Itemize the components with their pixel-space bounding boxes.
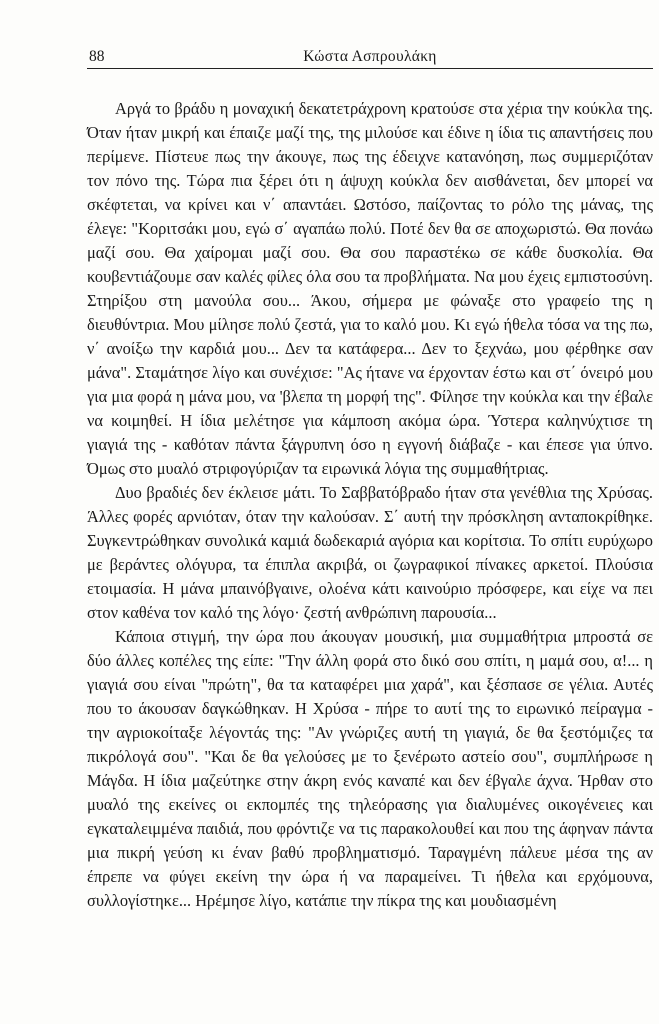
running-title: Κώστα Ασπρουλάκη bbox=[303, 48, 437, 65]
page-number: 88 bbox=[89, 48, 105, 65]
body-text bbox=[87, 97, 653, 913]
paragraph: Αργά το βράδυ η μοναχική δεκατετράχρονη κρατούσε στα χέρια την κούκλα της. Όταν ήταν μικρή και έπαιζε μαζί της, της μιλούσε και έδινε η ίδια τις απαντήσεις που περίμενε. Πίστευε πως την άκουγε, πως της έδειχνε κατανόηση, πως συμμεριζόταν τον πόνο της. Τώρα πια ξέρει ότι η άψυχη κούκλα δεν αισθάνεται, δεν μπορεί να σκέφτεται, να κρίνει και ν΄ απαντάει. Ωστόσο, παίζοντας το ρόλο της μάνας, της έλεγε: "Κοριτσάκι μου, εγώ σ΄ αγαπάω πολύ. Ποτέ δεν θα σε αποχωριστώ. Θα πονάω μαζί σου. Θα χαίρομαι μαζί σου. Θα σου παραστέκω σε κάθε δυσκολία. Θα κουβεντιάζουμε σαν καλές φίλες όλα σου τα προβλήματα. Να μου έχεις εμπιστοσύνη. Στηρίξου στη μανούλα σου... Άκου, σήμερα με φώναξε στο γραφείο της η διευθύντρια. Μου μίλησε πολύ ζεστά, για το καλό μου. Κι εγώ ήθελα τόσα να της πω, ν΄ ανοίξω την καρδιά μου... Δεν τα κατάφερα... Δεν το ξεχνάω, μου φέρθηκε σαν μάνα". Σταμάτησε λίγο και συνέχισε: "Ας ήτανε να έρχονταν έστω και στ΄ όνειρό μου για μια φορά η μάνα μου, να 'βλεπα τη μορφή της". Φίλησε την κούκλα και την έβαλε να κοιμηθεί. Η ίδια μελέτησε για κάμποση ακόμα ώρα. Ύστερα καληνύχτισε τη γιαγιά της - καθόταν πάντα ξάγρυπνη όσο η εγγονή διάβαζε - και έπεσε για ύπνο. Όμως στο μυαλό στριφογύριζαν τα ειρωνικά λόγια της συμμαθήτριας. bbox=[87, 99, 653, 478]
page-header bbox=[87, 46, 653, 69]
paragraph: Δυο βραδιές δεν έκλεισε μάτι. Το Σαββατόβραδο ήταν στα γενέθλια της Χρύσας. Άλλες φορές αρνιόταν, όταν την καλούσαν. Σ΄ αυτή την πρόσκληση ανταποκρίθηκε. Συγκεντρώθηκαν συνολικά καμιά δωδεκαριά αγόρια και κορίτσια. Το σπίτι ευρύχωρο με βεράντες ολόγυρα, τα έπιπλα ακριβά, οι ζωγραφικοί πίνακες αρκετοί. Πλούσια ετοιμασία. Η μάνα μπαινόβγαινε, ολοένα κάτι καινούριο πρόσφερε, και είχε να πει στον καθένα τον καλό της λόγο· ζεστή ανθρώπινη παρουσία... bbox=[87, 483, 653, 622]
paragraph: Κάποια στιγμή, την ώρα που άκουγαν μουσική, μια συμμαθήτρια μπροστά σε δύο άλλες κοπέλες της είπε: "Την άλλη φορά στο δικό σου σπίτι, η μαμά σου, α!... η γιαγιά σου είναι "πρώτη", θα τα καταφέρει μια χαρά", και ξέσπασε σε γέλια. Αυτές που το άκουσαν δαγκώθηκαν. Η Χρύσα - πήρε το αυτί της το ειρωνικό πείραγμα - την αγριοκοίταξε λέγοντάς της: "Αν γνώριζες αυτή τη γιαγιά, δε θα ξεστόμιζες τα πικρόλογά σου". "Και δε θα γελούσες με το ξενέρωτο αστείο σου", συμπλήρωσε η Μάγδα. Η ίδια μαζεύτηκε στην άκρη ενός καναπέ και δεν έβγαλε άχνα. Ήρθαν στο μυαλό της εκείνες οι εκπομπές της τηλεόρασης για διαλυμένες οικογένειες και εγκαταλειμμένα παιδιά, που φρόντιζε να τις παρακολουθεί και που της άφηναν πάντα μια πικρή γεύση κι έναν βαθύ προβληματισμό. Ταραγμένη πάλευε μέσα της αν έπρεπε να φύγει εκείνη την ώρα ή να παραμείνει. Τι ήθελα και ερχόμουνα, συλλογίστηκε... Ηρέμησε λίγο, κατάπιε την πίκρα της και μουδιασμένη bbox=[87, 627, 653, 910]
